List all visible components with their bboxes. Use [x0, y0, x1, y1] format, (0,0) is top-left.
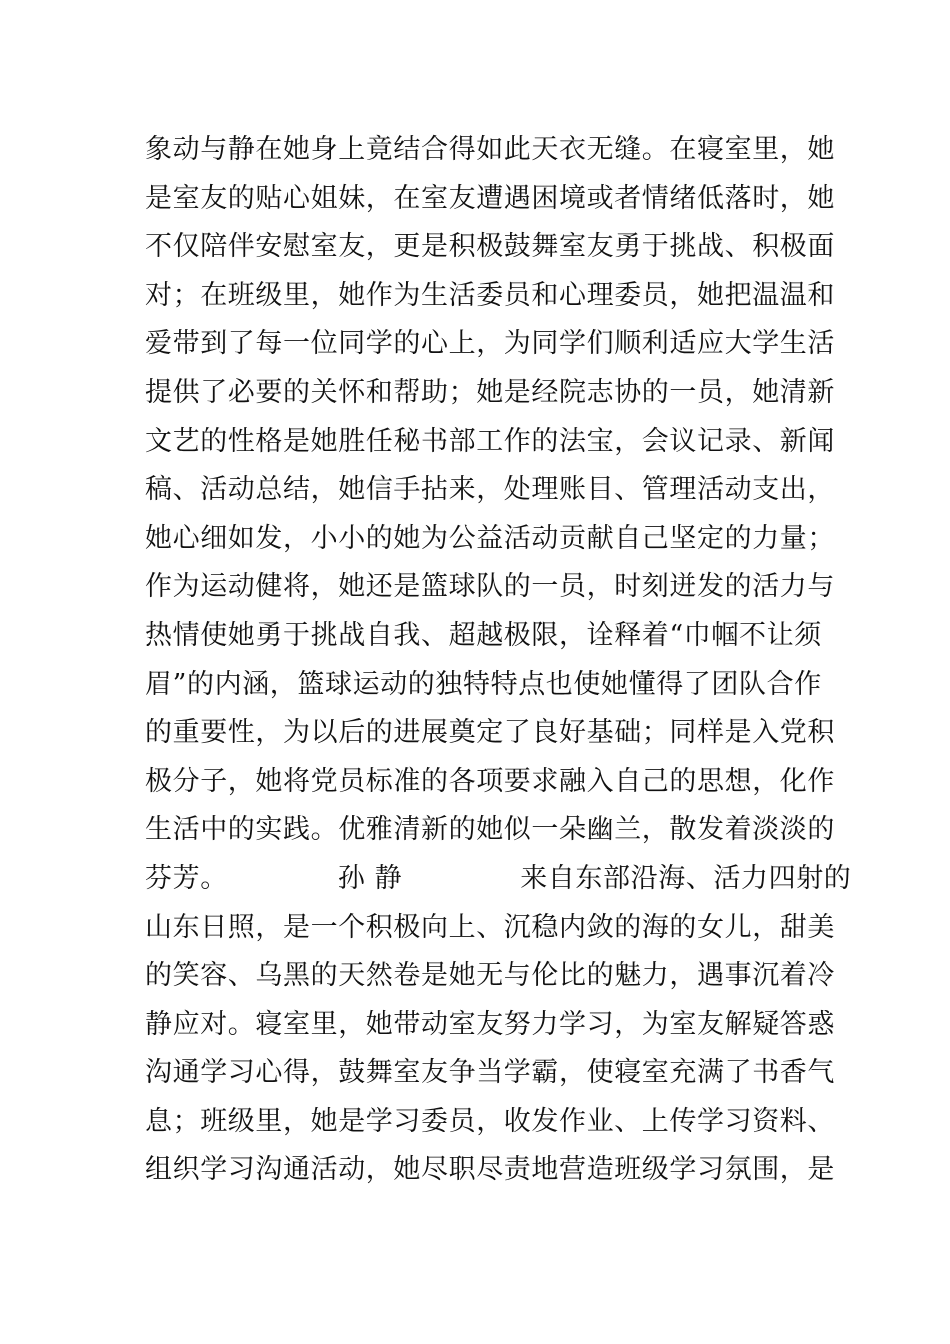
- text-line: 是室友的贴心姐妹，在室友遭遇困境或者情绪低落时，她: [145, 182, 835, 214]
- text-line: 的笑容、乌黑的天然卷是她无与伦比的魅力，遇事沉着冷: [145, 960, 835, 992]
- text-line: 爱带到了每一位同学的心上，为同学们顺利适应大学生活: [145, 328, 835, 360]
- text-line: 提供了必要的关怀和帮助；她是经院志协的一员，她清新: [145, 376, 835, 408]
- text-line: 文艺的性格是她胜任秘书部工作的法宝，会议记录、新闻: [145, 425, 835, 457]
- text-line: 组织学习沟通活动，她尽职尽责地营造班级学习氛围，是: [145, 1154, 835, 1186]
- text-line-with-name: [145, 855, 852, 904]
- text-line: 稿、活动总结，她信手拈来，处理账目、管理活动支出，: [145, 474, 835, 506]
- text-segment: 来自东部沿海、活力四射的: [520, 862, 852, 894]
- text-line: 息；班级里，她是学习委员，收发作业、上传学习资料、: [145, 1105, 835, 1137]
- text-line: 眉”的内涵，篮球运动的独特特点也使她懂得了团队合作: [145, 668, 822, 700]
- text-line: 生活中的实践。优雅清新的她似一朵幽兰，散发着淡淡的: [145, 814, 835, 846]
- text-line: 作为运动健将，她还是篮球队的一员，时刻迸发的活力与: [145, 571, 835, 603]
- text-line: 不仅陪伴安慰室友，更是积极鼓舞室友勇于挑战、积极面: [145, 231, 835, 263]
- text-line: 对；在班级里，她作为生活委员和心理委员，她把温温和: [145, 279, 835, 311]
- body-text: [145, 126, 852, 1195]
- text-line: 她心细如发，小小的她为公益活动贡献自己坚定的力量；: [145, 522, 835, 554]
- text-line: 静应对。寝室里，她带动室友努力学习，为室友解疑答惑: [145, 1008, 835, 1040]
- text-line: 极分子，她将党员标准的各项要求融入自己的思想，化作: [145, 765, 835, 797]
- text-line: 山东日照，是一个积极向上、沉稳内敛的海的女儿，甜美: [145, 911, 835, 943]
- text-segment: 芬芳。: [145, 862, 228, 894]
- text-line: 象动与静在她身上竟结合得如此天衣无缝。在寝室里，她: [145, 134, 835, 165]
- text-line: 的重要性，为以后的进展奠定了良好基础；同样是入党积: [145, 717, 835, 749]
- text-line: 沟通学习心得，鼓舞室友争当学霸，使寝室充满了书香气: [145, 1057, 835, 1089]
- text-line: 热情使她勇于挑战自我、超越极限，诠释着“巾帼不让须: [145, 619, 822, 651]
- person-name: 孙 静: [337, 862, 403, 894]
